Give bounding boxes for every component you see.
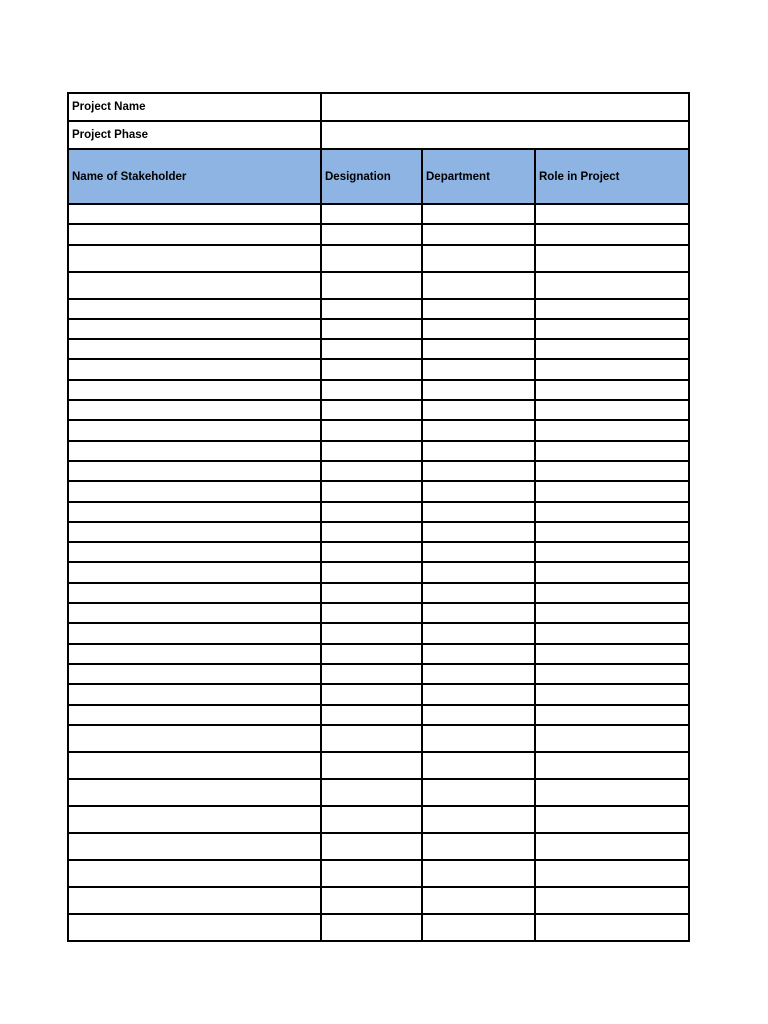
designation-cell[interactable] <box>321 684 422 704</box>
role-in-project-cell[interactable] <box>535 887 689 914</box>
department-cell[interactable] <box>422 339 535 359</box>
designation-cell[interactable] <box>321 339 422 359</box>
designation-cell[interactable] <box>321 272 422 299</box>
department-cell[interactable] <box>422 684 535 704</box>
designation-cell[interactable] <box>321 224 422 244</box>
role-in-project-cell[interactable] <box>535 623 689 643</box>
table-row <box>68 319 689 339</box>
stakeholder-name-cell[interactable] <box>68 914 321 941</box>
designation-cell[interactable] <box>321 245 422 272</box>
role-in-project-cell[interactable] <box>535 204 689 224</box>
designation-cell[interactable] <box>321 204 422 224</box>
stakeholder-name-cell[interactable] <box>68 664 321 684</box>
table-row <box>68 623 689 643</box>
designation-cell[interactable] <box>321 664 422 684</box>
stakeholder-name-cell[interactable] <box>68 380 321 400</box>
table-row <box>68 461 689 481</box>
role-in-project-cell[interactable] <box>535 644 689 664</box>
designation-cell[interactable] <box>321 441 422 461</box>
department-cell[interactable] <box>422 806 535 833</box>
designation-cell[interactable] <box>321 623 422 643</box>
department-cell[interactable] <box>422 833 535 860</box>
stakeholder-name-cell[interactable] <box>68 562 321 582</box>
department-cell[interactable] <box>422 860 535 887</box>
designation-cell[interactable] <box>321 299 422 319</box>
role-in-project-cell[interactable] <box>535 272 689 299</box>
designation-cell[interactable] <box>321 522 422 542</box>
stakeholder-name-cell[interactable] <box>68 502 321 522</box>
project-phase-label: Project Phase <box>68 121 321 149</box>
table-row <box>68 779 689 806</box>
role-in-project-cell[interactable] <box>535 359 689 379</box>
role-in-project-cell[interactable] <box>535 664 689 684</box>
stakeholder-name-cell[interactable] <box>68 684 321 704</box>
stakeholder-name-cell[interactable] <box>68 224 321 244</box>
table-row <box>68 245 689 272</box>
department-cell[interactable] <box>422 502 535 522</box>
table-row <box>68 752 689 779</box>
table-row <box>68 400 689 420</box>
stakeholder-name-cell[interactable] <box>68 299 321 319</box>
department-cell[interactable] <box>422 481 535 501</box>
department-cell[interactable] <box>422 603 535 623</box>
department-cell[interactable] <box>422 644 535 664</box>
designation-cell[interactable] <box>321 603 422 623</box>
table-row <box>68 583 689 603</box>
table-row <box>68 299 689 319</box>
stakeholder-name-cell[interactable] <box>68 481 321 501</box>
department-cell[interactable] <box>422 299 535 319</box>
table-row <box>68 705 689 725</box>
role-in-project-cell[interactable] <box>535 779 689 806</box>
role-in-project-cell[interactable] <box>535 522 689 542</box>
role-in-project-cell[interactable] <box>535 603 689 623</box>
column-header-role-in-project: Role in Project <box>535 149 689 204</box>
table-row <box>68 522 689 542</box>
department-cell[interactable] <box>422 583 535 603</box>
role-in-project-cell[interactable] <box>535 542 689 562</box>
department-cell[interactable] <box>422 319 535 339</box>
table-row <box>68 420 689 440</box>
role-in-project-cell[interactable] <box>535 725 689 752</box>
designation-cell[interactable] <box>321 583 422 603</box>
department-cell[interactable] <box>422 664 535 684</box>
department-cell[interactable] <box>422 272 535 299</box>
table-row <box>68 204 689 224</box>
stakeholder-name-cell[interactable] <box>68 644 321 664</box>
table-row <box>68 860 689 887</box>
stakeholder-name-cell[interactable] <box>68 725 321 752</box>
project-name-row <box>68 93 689 121</box>
table-row <box>68 684 689 704</box>
role-in-project-cell[interactable] <box>535 420 689 440</box>
designation-cell[interactable] <box>321 380 422 400</box>
role-in-project-cell[interactable] <box>535 339 689 359</box>
department-cell[interactable] <box>422 420 535 440</box>
stakeholder-name-cell[interactable] <box>68 400 321 420</box>
table-row <box>68 806 689 833</box>
stakeholder-name-cell[interactable] <box>68 603 321 623</box>
table-row <box>68 914 689 941</box>
department-cell[interactable] <box>422 887 535 914</box>
table-row <box>68 644 689 664</box>
department-cell[interactable] <box>422 245 535 272</box>
table-row <box>68 603 689 623</box>
department-cell[interactable] <box>422 224 535 244</box>
stakeholder-name-cell[interactable] <box>68 461 321 481</box>
designation-cell[interactable] <box>321 725 422 752</box>
role-in-project-cell[interactable] <box>535 319 689 339</box>
role-in-project-cell[interactable] <box>535 502 689 522</box>
table-row <box>68 664 689 684</box>
table-row <box>68 542 689 562</box>
role-in-project-cell[interactable] <box>535 684 689 704</box>
role-in-project-cell[interactable] <box>535 299 689 319</box>
department-cell[interactable] <box>422 400 535 420</box>
project-phase-field[interactable] <box>321 121 689 149</box>
department-cell[interactable] <box>422 752 535 779</box>
department-cell[interactable] <box>422 380 535 400</box>
department-cell[interactable] <box>422 542 535 562</box>
stakeholder-name-cell[interactable] <box>68 339 321 359</box>
stakeholder-name-cell[interactable] <box>68 806 321 833</box>
project-name-field[interactable] <box>321 93 689 121</box>
role-in-project-cell[interactable] <box>535 224 689 244</box>
designation-cell[interactable] <box>321 860 422 887</box>
stakeholder-name-cell[interactable] <box>68 542 321 562</box>
designation-cell[interactable] <box>321 562 422 582</box>
designation-cell[interactable] <box>321 779 422 806</box>
role-in-project-cell[interactable] <box>535 400 689 420</box>
project-name-label: Project Name <box>68 93 321 121</box>
designation-cell[interactable] <box>321 359 422 379</box>
table-row <box>68 272 689 299</box>
role-in-project-cell[interactable] <box>535 245 689 272</box>
department-cell[interactable] <box>422 522 535 542</box>
designation-cell[interactable] <box>321 644 422 664</box>
table-row <box>68 562 689 582</box>
column-header-department: Department <box>422 149 535 204</box>
designation-cell[interactable] <box>321 481 422 501</box>
designation-cell[interactable] <box>321 319 422 339</box>
stakeholder-name-cell[interactable] <box>68 779 321 806</box>
designation-cell[interactable] <box>321 914 422 941</box>
designation-cell[interactable] <box>321 752 422 779</box>
designation-cell[interactable] <box>321 461 422 481</box>
stakeholder-name-cell[interactable] <box>68 833 321 860</box>
column-header-stakeholder-name: Name of Stakeholder <box>68 149 321 204</box>
department-cell[interactable] <box>422 623 535 643</box>
table-row <box>68 441 689 461</box>
table-row <box>68 502 689 522</box>
table-row <box>68 481 689 501</box>
table-row <box>68 833 689 860</box>
stakeholder-name-cell[interactable] <box>68 245 321 272</box>
designation-cell[interactable] <box>321 705 422 725</box>
table-row <box>68 339 689 359</box>
department-cell[interactable] <box>422 725 535 752</box>
department-cell[interactable] <box>422 441 535 461</box>
role-in-project-cell[interactable] <box>535 562 689 582</box>
designation-cell[interactable] <box>321 502 422 522</box>
role-in-project-cell[interactable] <box>535 461 689 481</box>
stakeholder-name-cell[interactable] <box>68 272 321 299</box>
role-in-project-cell[interactable] <box>535 914 689 941</box>
column-header-designation: Designation <box>321 149 422 204</box>
department-cell[interactable] <box>422 562 535 582</box>
designation-cell[interactable] <box>321 542 422 562</box>
stakeholder-name-cell[interactable] <box>68 420 321 440</box>
designation-cell[interactable] <box>321 400 422 420</box>
table-row <box>68 224 689 244</box>
department-cell[interactable] <box>422 914 535 941</box>
role-in-project-cell[interactable] <box>535 481 689 501</box>
project-phase-row <box>68 121 689 149</box>
department-cell[interactable] <box>422 359 535 379</box>
stakeholder-name-cell[interactable] <box>68 359 321 379</box>
table-row <box>68 359 689 379</box>
stakeholder-name-cell[interactable] <box>68 583 321 603</box>
designation-cell[interactable] <box>321 887 422 914</box>
stakeholder-name-cell[interactable] <box>68 441 321 461</box>
stakeholder-name-cell[interactable] <box>68 204 321 224</box>
table-row <box>68 380 689 400</box>
role-in-project-cell[interactable] <box>535 752 689 779</box>
role-in-project-cell[interactable] <box>535 806 689 833</box>
table-header-row <box>68 149 689 204</box>
department-cell[interactable] <box>422 705 535 725</box>
table-row <box>68 725 689 752</box>
department-cell[interactable] <box>422 779 535 806</box>
role-in-project-cell[interactable] <box>535 380 689 400</box>
stakeholder-name-cell[interactable] <box>68 623 321 643</box>
stakeholder-register-table <box>67 92 690 942</box>
stakeholder-name-cell[interactable] <box>68 887 321 914</box>
role-in-project-cell[interactable] <box>535 441 689 461</box>
stakeholder-name-cell[interactable] <box>68 522 321 542</box>
stakeholder-name-cell[interactable] <box>68 705 321 725</box>
role-in-project-cell[interactable] <box>535 860 689 887</box>
stakeholder-name-cell[interactable] <box>68 752 321 779</box>
role-in-project-cell[interactable] <box>535 833 689 860</box>
role-in-project-cell[interactable] <box>535 705 689 725</box>
role-in-project-cell[interactable] <box>535 583 689 603</box>
stakeholder-name-cell[interactable] <box>68 319 321 339</box>
department-cell[interactable] <box>422 461 535 481</box>
stakeholder-name-cell[interactable] <box>68 860 321 887</box>
table-row <box>68 887 689 914</box>
designation-cell[interactable] <box>321 833 422 860</box>
designation-cell[interactable] <box>321 420 422 440</box>
designation-cell[interactable] <box>321 806 422 833</box>
department-cell[interactable] <box>422 204 535 224</box>
